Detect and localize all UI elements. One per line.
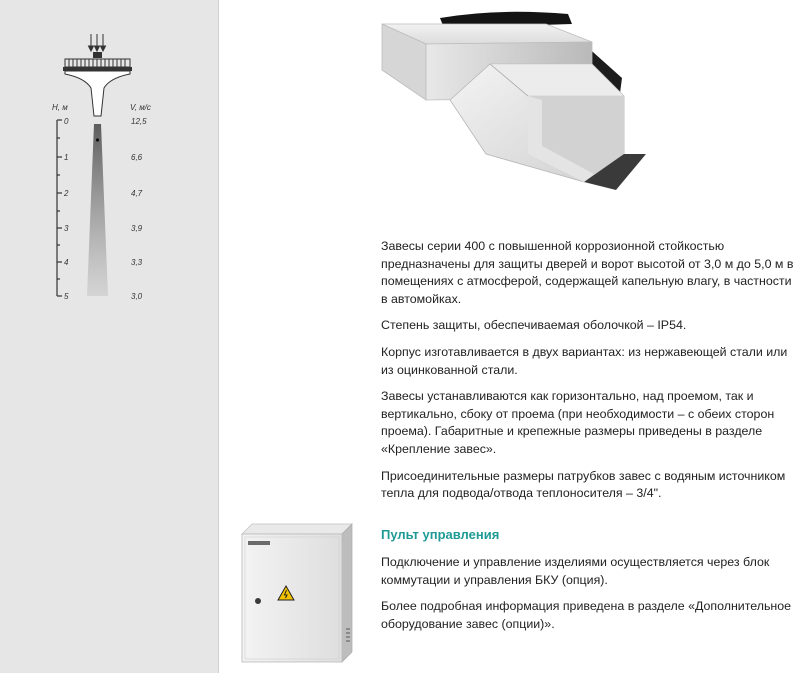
velocity-tick-4: 3,3: [131, 258, 143, 267]
description-paragraph-4: Завесы устанавливаются как горизонтально, над проемом, так и вертикально, сбоку от проема (при необходимости – с обеих сторон проема). Габаритные и крепежные размеры приведены в разделе «Крепление завес».: [381, 389, 775, 456]
nozzle-marker: [96, 138, 99, 141]
divider-line: [218, 0, 219, 673]
curtain-unit-icon: [63, 52, 132, 116]
velocity-tick-5: 3,0: [131, 292, 143, 301]
velocity-tick-1: 6,6: [131, 153, 143, 162]
control-box-photo: [234, 520, 358, 666]
velocity-tick-0: 12,5: [131, 117, 147, 126]
intake-arrows-icon: [89, 34, 106, 51]
description-paragraph-5: Присоединительные размеры патрубков завес с водяным источником тепла для подвода/отвода теплоносителя – 3/4".: [381, 468, 786, 501]
height-tick-5: 5: [64, 292, 69, 301]
air-jet: [87, 124, 108, 296]
lock-icon: [255, 598, 261, 604]
height-axis-label: H, м: [52, 103, 68, 112]
velocity-tick-3: 3,9: [131, 224, 143, 233]
description-paragraph-1: Завесы серии 400 с повышенной коррозионной стойкостью предназначены для защиты дверей и ворот высотой от 3,0 м до 5,0 м в помещениях с атмосферой, содержащей капельную влагу, в частности в автомойках.: [381, 239, 794, 306]
airflow-diagram: [40, 28, 170, 308]
height-tick-1: 1: [64, 153, 69, 162]
description-block: [381, 238, 796, 512]
velocity-axis-label: V, м/с: [130, 103, 151, 112]
velocity-tick-2: 4,7: [131, 189, 143, 198]
description-paragraph-2: Степень защиты, обеспечиваемая оболочкой – IP54.: [381, 318, 687, 333]
description-paragraph-3: Корпус изготавливается в двух вариантах: из нержавеющей стали или из оцинкованной стали.: [381, 344, 788, 377]
control-panel-block: [381, 554, 796, 642]
height-tick-0: 0: [64, 117, 69, 126]
control-panel-paragraph-1: Подключение и управление изделиями осуществляется через блок коммутации и управления БКУ (опция).: [381, 555, 770, 587]
height-tick-4: 4: [64, 258, 69, 267]
control-panel-paragraph-2: Более подробная информация приведена в разделе «Дополнительное оборудование завес (опции)».: [381, 599, 792, 631]
control-panel-heading: Пульт управления: [381, 527, 500, 542]
air-curtain-photo: [378, 4, 668, 199]
height-tick-3: 3: [64, 224, 69, 233]
height-tick-2: 2: [64, 189, 69, 198]
